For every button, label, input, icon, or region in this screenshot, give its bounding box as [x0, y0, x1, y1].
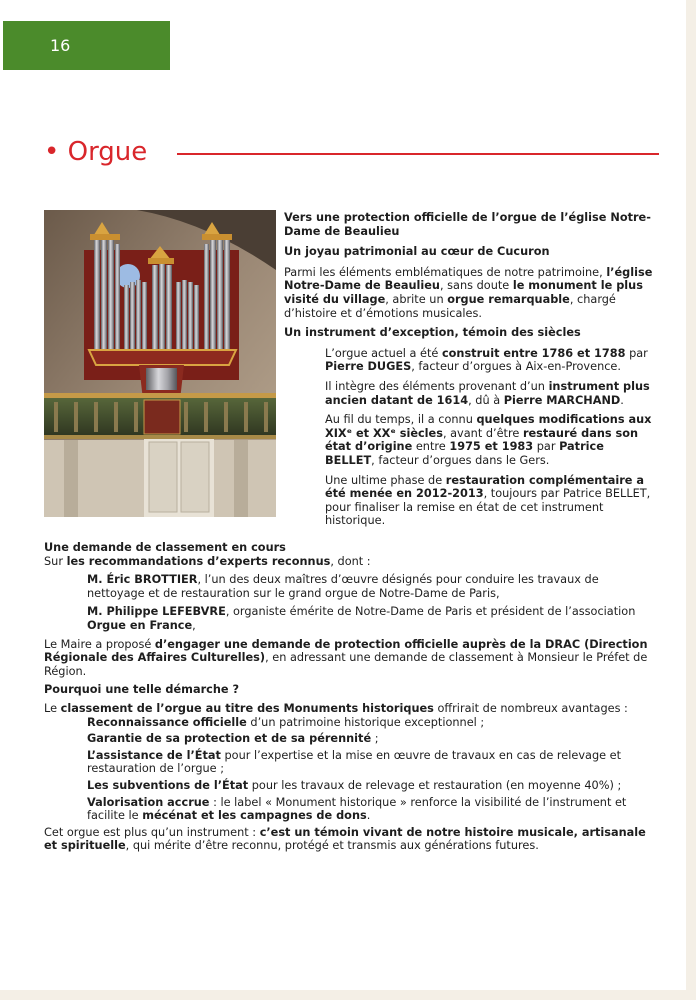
advantage-subventions: Les subventions de l’État pour les travaux de relevage et restauration (en moyenne 40%) ;: [87, 778, 622, 792]
advantage-assistance: L’assistance de l’État pour l’expertise et la mise en œuvre de travaux en cas de relevage et restauration de l’orgue ;: [87, 748, 622, 776]
expert-lefebvre: M. Philippe LEFEBVRE, organiste émérite de Notre-Dame de Paris et président de l’association Orgue en France,: [87, 605, 636, 632]
classement-line: Sur les recommandations d’experts reconnus, dont :: [44, 554, 371, 568]
advantage-reconnaissance: Reconnaissance officielle d’un patrimoine historique exceptionnel ;: [87, 715, 485, 729]
advantage-garantie: Garantie de sa protection et de sa pérennité ;: [87, 732, 379, 746]
pourquoi-heading: Pourquoi une telle démarche ?: [44, 683, 240, 697]
classement-heading: Une demande de classement en cours: [44, 541, 286, 554]
conclusion-paragraph: Cet orgue est plus qu’un instrument : c’est un témoin vivant de notre histoire musicale, artisanale et spirituelle, qui mérite d’être reconnu, protégé et transmis aux générations futures.: [44, 825, 646, 853]
expert-brottier: M. Éric BROTTIER, l’un des deux maîtres d’œuvre désignés pour conduire les travaux de nettoyage et de restauration sur le grand orgue de Notre-Dame de Paris,: [87, 573, 599, 600]
section-bullet: •: [44, 137, 60, 167]
page-number: 16: [50, 36, 71, 55]
lower-section: [44, 541, 656, 858]
instrument-p3: Au fil du temps, il a connu quelques modifications aux XIXᵉ et XXᵉ siècles, avant d’être restauré dans son état d’origine entre 1975 et 1983 par Patrice BELLET, facteur d’orgues dans le Gers.: [325, 413, 652, 467]
maire-paragraph: Le Maire a proposé d’engager une demande de protection officielle auprès de la DRAC (Direction Régionale des Affaires Culturelles), en adressant une demande de classement à Monsieur le Préfet de Région.: [44, 637, 648, 678]
subheading-instrument: Un instrument d’exception, témoin des siècles: [284, 326, 581, 340]
subheading-joyau: Un joyau patrimonial au cœur de Cucuron: [284, 245, 550, 259]
page-number-tab: [3, 21, 170, 70]
instrument-p4: Une ultime phase de restauration complémentaire a été menée en 2012-2013, toujours par Patrice BELLET, pour finaliser la remise en état de cet instrument historique.: [325, 473, 651, 528]
intro-column: [284, 211, 654, 534]
pourquoi-line: Le classement de l’orgue au titre des Monuments historiques offrirait de nombreux avantages :: [44, 701, 628, 715]
intro-paragraph: Parmi les éléments emblématiques de notre patrimoine, l’église Notre-Dame de Beaulieu, sans doute le monument le plus visité du village, abrite un orgue remarquable, chargé d’histoire et d’émotions musicales.: [284, 265, 653, 320]
instrument-p2: Il intègre des éléments provenant d’un instrument plus ancien datant de 1614, dû à Pierre MARCHAND.: [325, 379, 650, 407]
title-rule: [177, 153, 659, 155]
section-title: [44, 137, 147, 167]
organ-photo: [44, 210, 276, 517]
main-heading: Vers une protection officielle de l’orgue de l’église Notre-Dame de Beaulieu: [284, 211, 651, 238]
section-title-text: Orgue: [67, 137, 148, 167]
instrument-p1: L’orgue actuel a été construit entre 1786 et 1788 par Pierre DUGES, facteur d’orgues à Aix-en-Provence.: [325, 346, 648, 374]
advantage-valorisation: Valorisation accrue : le label « Monument historique » renforce la visibilité de l’instrument et facilite le mécénat et les campagnes de dons.: [87, 795, 627, 823]
